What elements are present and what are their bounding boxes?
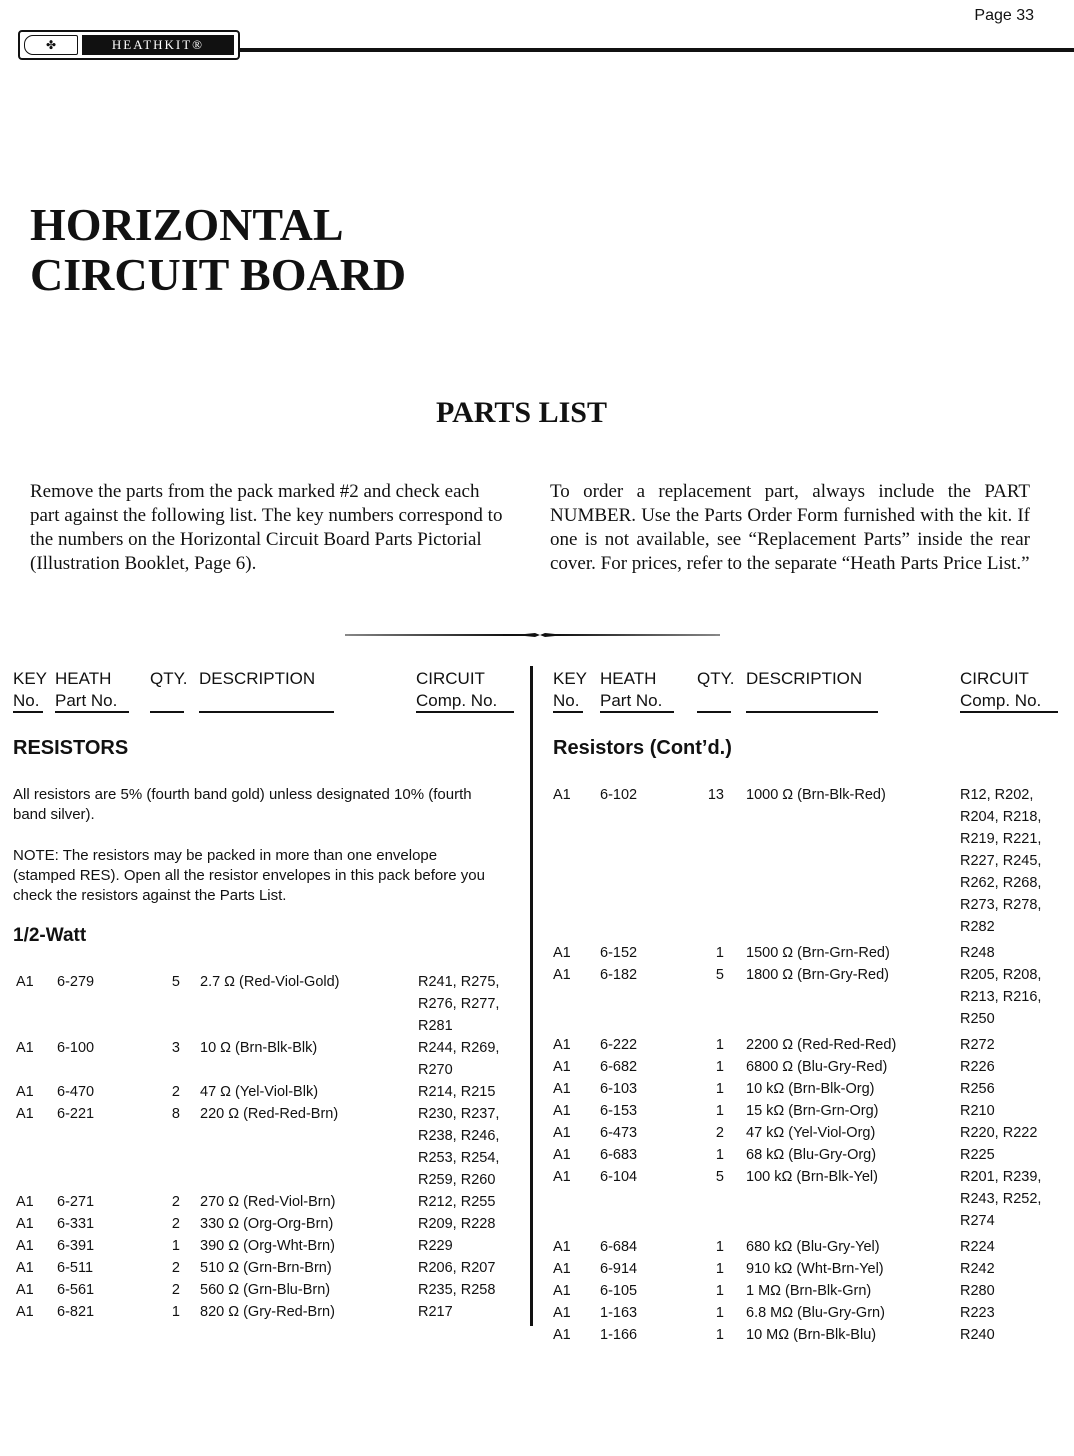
part-qty: 5: [715, 967, 724, 983]
title-line-2: CIRCUIT BOARD: [30, 249, 407, 300]
part-number: 6-182: [600, 967, 638, 983]
circuit-comp: R214, R215: [418, 1084, 496, 1100]
part-key: A1: [553, 967, 571, 983]
right-header-desc: DESCRIPTION: [746, 669, 863, 688]
ornamental-divider: [345, 633, 720, 637]
circuit-comp: R209, R228: [418, 1216, 496, 1232]
part-key: A1: [553, 1059, 571, 1075]
circuit-comp: R270: [418, 1062, 453, 1078]
part-qty: 1: [715, 945, 724, 961]
part-number: 6-105: [600, 1283, 638, 1299]
circuit-comp: R205, R208,: [960, 967, 1042, 983]
part-number: 6-391: [57, 1238, 95, 1254]
circuit-comp: R272: [960, 1037, 995, 1053]
part-key: A1: [553, 1305, 571, 1321]
part-description: 10 Ω (Brn-Blk-Blk): [200, 1040, 318, 1056]
part-qty: 2: [171, 1194, 180, 1210]
part-description: 910 kΩ (Wht-Brn-Yel): [746, 1261, 884, 1277]
tolerance-note: All resistors are 5% (fourth band gold) unless designated 10% (fourth band silver).: [13, 786, 472, 823]
part-number: 1-163: [600, 1305, 638, 1321]
part-key: A1: [16, 1106, 34, 1122]
wattage-subsection: 1/2-Watt: [13, 925, 87, 946]
part-key: A1: [553, 1103, 571, 1119]
part-key: A1: [16, 1282, 34, 1298]
part-qty: 5: [715, 1169, 724, 1185]
circuit-comp: R225: [960, 1147, 995, 1163]
part-qty: 2: [171, 1260, 180, 1276]
page-title: [30, 200, 406, 300]
part-description: 330 Ω (Org-Org-Brn): [200, 1216, 334, 1232]
circuit-comp: R238, R246,: [418, 1128, 500, 1144]
circuit-comp: R223: [960, 1305, 995, 1321]
circuit-comp: R217: [418, 1304, 453, 1320]
circuit-comp: R244, R269,: [418, 1040, 500, 1056]
part-qty: 2: [715, 1125, 724, 1141]
part-number: 6-684: [600, 1239, 638, 1255]
circuit-comp: R201, R239,: [960, 1169, 1042, 1185]
part-qty: 1: [715, 1283, 724, 1299]
part-number: 6-153: [600, 1103, 638, 1119]
part-description: 6800 Ω (Blu-Gry-Red): [746, 1059, 888, 1075]
right-header-key: KEY No.: [553, 669, 588, 710]
right-header-qty: QTY.: [697, 669, 735, 688]
circuit-comp: R273, R278,: [960, 897, 1042, 913]
circuit-comp: R12, R202,: [960, 787, 1034, 803]
header-rule: [240, 48, 1074, 52]
circuit-comp: R206, R207: [418, 1260, 496, 1276]
circuit-comp: R210: [960, 1103, 995, 1119]
circuit-comp: R243, R252,: [960, 1191, 1042, 1207]
part-key: A1: [553, 1283, 571, 1299]
part-number: 6-221: [57, 1106, 95, 1122]
part-description: 270 Ω (Red-Viol-Brn): [200, 1194, 336, 1210]
part-number: 6-100: [57, 1040, 95, 1056]
part-qty: 1: [715, 1081, 724, 1097]
part-qty: 1: [171, 1238, 180, 1254]
part-key: A1: [553, 1125, 571, 1141]
left-header-qty: QTY.: [150, 669, 188, 688]
circuit-comp: R212, R255: [418, 1194, 496, 1210]
part-key: A1: [16, 1040, 34, 1056]
part-number: 6-104: [600, 1169, 638, 1185]
part-key: A1: [553, 1327, 571, 1343]
page-number: Page 33: [974, 7, 1034, 24]
part-qty: 3: [171, 1040, 180, 1056]
circuit-comp: R220, R222: [960, 1125, 1038, 1141]
part-qty: 2: [171, 1282, 180, 1298]
part-number: 6-222: [600, 1037, 638, 1053]
part-qty: 2: [171, 1084, 180, 1100]
circuit-comp: R281: [418, 1018, 453, 1034]
part-key: A1: [553, 1169, 571, 1185]
circuit-comp: R235, R258: [418, 1282, 496, 1298]
left-header-heath: HEATH Part No.: [55, 669, 118, 710]
part-description: 680 kΩ (Blu-Gry-Yel): [746, 1239, 880, 1255]
circuit-comp: R240: [960, 1327, 995, 1343]
circuit-comp: R227, R245,: [960, 853, 1042, 869]
intro-left: Remove the parts from the pack marked #2 and check each part against the following list. The key numbers correspond to the numbers on the Horizontal Circuit Board Parts Pictorial (Illustration Booklet, Page 6).: [30, 481, 503, 574]
part-key: A1: [16, 1084, 34, 1100]
part-description: 2.7 Ω (Red-Viol-Gold): [200, 974, 340, 990]
circuit-comp: R226: [960, 1059, 995, 1075]
part-description: 1500 Ω (Brn-Grn-Red): [746, 945, 890, 961]
circuit-comp: R276, R277,: [418, 996, 500, 1012]
part-qty: 1: [715, 1305, 724, 1321]
atom-icon: ✤: [24, 35, 78, 55]
part-description: 47 kΩ (Yel-Viol-Org): [746, 1125, 876, 1141]
part-description: 390 Ω (Org-Wht-Brn): [200, 1238, 335, 1254]
section-title: PARTS LIST: [436, 396, 607, 429]
part-description: 100 kΩ (Brn-Blk-Yel): [746, 1169, 878, 1185]
circuit-comp: R241, R275,: [418, 974, 500, 990]
part-number: 6-473: [600, 1125, 638, 1141]
part-number: 6-470: [57, 1084, 95, 1100]
part-number: 6-271: [57, 1194, 95, 1210]
part-description: 10 MΩ (Brn-Blk-Blu): [746, 1327, 877, 1343]
circuit-comp: R213, R216,: [960, 989, 1042, 1005]
part-description: 47 Ω (Yel-Viol-Blk): [200, 1084, 319, 1100]
part-number: 6-914: [600, 1261, 638, 1277]
part-description: 2200 Ω (Red-Red-Red): [746, 1037, 897, 1053]
part-key: A1: [16, 974, 34, 990]
part-qty: 1: [715, 1239, 724, 1255]
part-description: 560 Ω (Grn-Blu-Brn): [200, 1282, 331, 1298]
intro-right: To order a replacement part, always include the PART NUMBER. Use the Parts Order Form furnished with the kit. If one is not available, see “Replacement Parts” inside the rear cover. For prices, refer to the separate “Heath Parts Price List.”: [550, 481, 1030, 574]
part-key: A1: [553, 1261, 571, 1277]
part-qty: 1: [171, 1304, 180, 1320]
heathkit-logo: [18, 30, 240, 60]
part-description: 220 Ω (Red-Red-Brn): [200, 1106, 339, 1122]
part-description: 68 kΩ (Blu-Gry-Org): [746, 1147, 877, 1163]
part-number: 6-682: [600, 1059, 638, 1075]
logo-wordmark: HEATHKIT®: [82, 35, 234, 55]
part-qty: 1: [715, 1261, 724, 1277]
part-number: 6-561: [57, 1282, 95, 1298]
part-qty: 2: [171, 1216, 180, 1232]
circuit-comp: R280: [960, 1283, 995, 1299]
part-description: 15 kΩ (Brn-Grn-Org): [746, 1103, 879, 1119]
part-qty: 1: [715, 1103, 724, 1119]
part-number: 6-152: [600, 945, 638, 961]
circuit-comp: R262, R268,: [960, 875, 1042, 891]
part-number: 1-166: [600, 1327, 638, 1343]
circuit-comp: R229: [418, 1238, 453, 1254]
circuit-comp: R242: [960, 1261, 995, 1277]
part-description: 1000 Ω (Brn-Blk-Red): [746, 787, 886, 803]
part-number: 6-511: [57, 1260, 94, 1276]
part-number: 6-821: [57, 1304, 95, 1320]
right-header-circuit: CIRCUIT Comp. No.: [960, 669, 1042, 710]
left-section-title: RESISTORS: [13, 737, 129, 759]
part-key: A1: [553, 1037, 571, 1053]
title-line-1: HORIZONTAL: [30, 199, 344, 250]
part-key: A1: [16, 1216, 34, 1232]
right-section-title: Resistors (Cont’d.): [553, 737, 732, 759]
part-qty: 1: [715, 1059, 724, 1075]
part-key: A1: [553, 945, 571, 961]
part-key: A1: [553, 1147, 571, 1163]
part-number: 6-279: [57, 974, 95, 990]
part-key: A1: [16, 1194, 34, 1210]
part-qty: 13: [707, 787, 724, 803]
part-key: A1: [16, 1238, 34, 1254]
part-number: 6-683: [600, 1147, 638, 1163]
left-header-circuit: CIRCUIT Comp. No.: [416, 669, 498, 710]
part-description: 1800 Ω (Brn-Gry-Red): [746, 967, 889, 983]
part-description: 820 Ω (Gry-Red-Brn): [200, 1304, 335, 1320]
left-header-key: KEY No.: [13, 669, 48, 710]
packing-note: NOTE: The resistors may be packed in more than one envelope (stamped RES). Open all the resistor envelopes in this pack before you check the resistors against the Parts List.: [13, 847, 485, 904]
circuit-comp: R219, R221,: [960, 831, 1042, 847]
circuit-comp: R274: [960, 1213, 995, 1229]
part-key: A1: [553, 1239, 571, 1255]
part-description: 510 Ω (Grn-Brn-Brn): [200, 1260, 332, 1276]
right-header-heath: HEATH Part No.: [600, 669, 663, 710]
part-key: A1: [553, 787, 571, 803]
circuit-comp: R224: [960, 1239, 995, 1255]
part-number: 6-331: [57, 1216, 95, 1232]
column-divider: [530, 666, 533, 1326]
part-key: A1: [553, 1081, 571, 1097]
part-qty: 5: [171, 974, 180, 990]
part-key: A1: [16, 1304, 34, 1320]
circuit-comp: R250: [960, 1011, 995, 1027]
part-description: 6.8 MΩ (Blu-Gry-Grn): [746, 1305, 885, 1321]
part-qty: 8: [171, 1106, 180, 1122]
circuit-comp: R256: [960, 1081, 995, 1097]
circuit-comp: R282: [960, 919, 995, 935]
part-description: 1 MΩ (Brn-Blk-Grn): [746, 1283, 872, 1299]
circuit-comp: R253, R254,: [418, 1150, 500, 1166]
part-number: 6-103: [600, 1081, 638, 1097]
part-qty: 1: [715, 1037, 724, 1053]
part-qty: 1: [715, 1327, 724, 1343]
part-key: A1: [16, 1260, 34, 1276]
part-number: 6-102: [600, 787, 638, 803]
circuit-comp: R259, R260: [418, 1172, 496, 1188]
circuit-comp: R230, R237,: [418, 1106, 500, 1122]
part-description: 10 kΩ (Brn-Blk-Org): [746, 1081, 875, 1097]
circuit-comp: R248: [960, 945, 995, 961]
part-qty: 1: [715, 1147, 724, 1163]
circuit-comp: R204, R218,: [960, 809, 1042, 825]
left-header-desc: DESCRIPTION: [199, 669, 316, 688]
